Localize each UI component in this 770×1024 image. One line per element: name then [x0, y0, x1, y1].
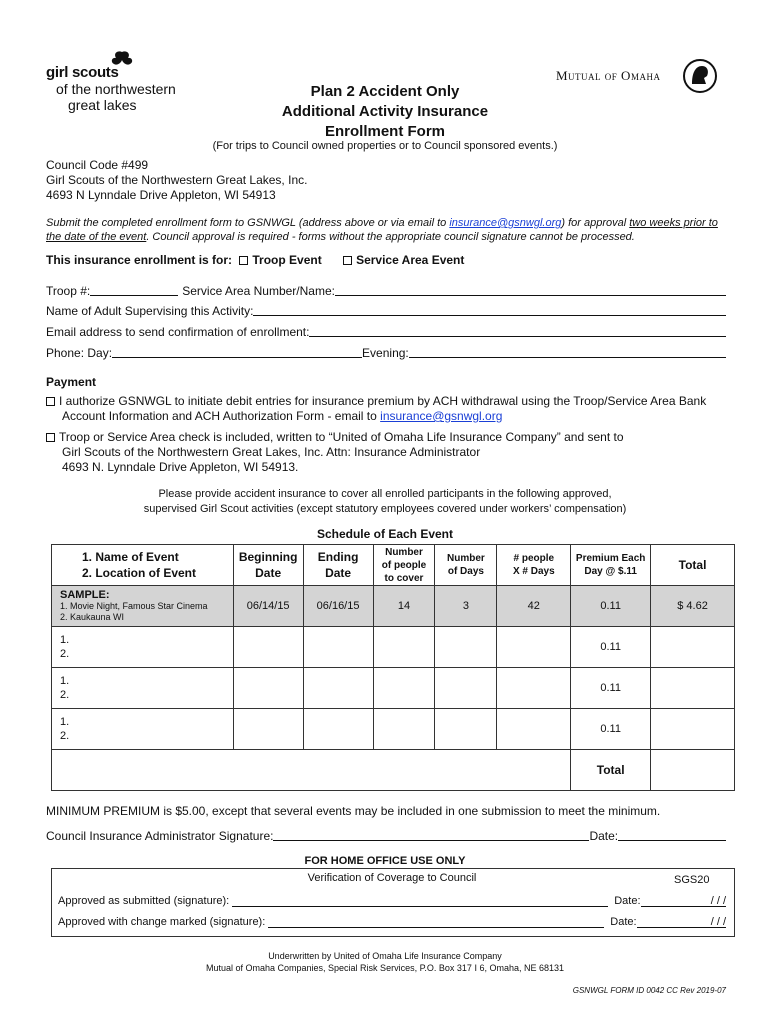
service-area-event-label: Service Area Event	[356, 253, 465, 267]
sample-event-name: 1. Movie Night, Famous Star Cinema	[60, 600, 208, 611]
header-prem-1: Premium Each	[575, 553, 646, 564]
sample-begin: 06/14/15	[233, 586, 303, 627]
sample-label: SAMPLE:	[60, 588, 110, 601]
instructions-part-2: ) for approval	[561, 217, 630, 229]
premium-cell: 0.11	[571, 627, 651, 668]
sample-end: 06/16/15	[303, 586, 373, 627]
days-cell[interactable]	[435, 709, 497, 750]
header-end-2: Date	[325, 566, 352, 580]
adult-field[interactable]	[253, 304, 726, 316]
event-row	[52, 627, 735, 668]
grand-total-label: Total	[571, 750, 651, 791]
header-event-location: 2. Location of Event	[82, 566, 197, 580]
event-row-n2: 2.	[60, 648, 70, 660]
council-signature-row	[46, 829, 726, 843]
email-field[interactable]	[309, 325, 726, 337]
ach-line-2: Account Information and ACH Authorization Form - email to	[62, 409, 381, 423]
grand-total-cell[interactable]	[651, 750, 735, 791]
header-end	[303, 545, 373, 586]
schedule-title: Schedule of Each Event	[316, 527, 454, 541]
adult-row	[46, 304, 726, 318]
header-begin	[233, 545, 303, 586]
begin-cell[interactable]	[233, 668, 303, 709]
ach-email-link[interactable]: insurance@gsnwgl.org	[380, 409, 503, 423]
phone-evening-field[interactable]	[409, 346, 726, 358]
council-date-label: Date:	[589, 829, 619, 843]
approved-row	[58, 895, 726, 907]
begin-cell[interactable]	[233, 627, 303, 668]
service-area-field[interactable]	[335, 284, 726, 296]
approved-date-label: Date:	[614, 895, 641, 907]
enrollment-type	[46, 253, 464, 267]
schedule-table	[51, 544, 735, 791]
event-cell[interactable]	[52, 668, 234, 709]
payment-heading: Payment	[46, 375, 97, 389]
total-row-spacer	[52, 750, 571, 791]
header-people	[373, 545, 435, 586]
adult-label: Name of Adult Supervising this Activity:	[46, 304, 254, 318]
council-signature-label: Council Insurance Administrator Signature:	[46, 829, 274, 843]
council-code: Council Code #499	[46, 158, 149, 172]
request-line-1: Please provide accident insurance to cover all enrolled participants in the following approved,	[158, 488, 612, 500]
council-info	[46, 158, 307, 203]
header-days	[435, 545, 497, 586]
changed-label: Approved with change marked (signature):	[58, 916, 266, 928]
council-name: Girl Scouts of the Northwestern Great Lakes, Inc.	[46, 173, 308, 187]
council-address: 4693 N Lynndale Drive Appleton, WI 54913	[46, 188, 276, 202]
phone-evening-label: Evening:	[362, 346, 409, 360]
council-signature-field[interactable]	[273, 829, 589, 841]
phone-day-field[interactable]	[112, 346, 362, 358]
header-pxd-2: X # Days	[512, 566, 555, 577]
changed-date-field[interactable]: / / /	[637, 916, 726, 928]
check-checkbox[interactable]	[46, 433, 55, 442]
logo-line-2: of the northwestern	[56, 81, 176, 97]
event-row-n2: 2.	[60, 689, 70, 701]
footer-line-1: Underwritten by United of Omaha Life Insurance Company	[268, 951, 502, 961]
enrollment-label: This insurance enrollment is for:	[46, 253, 233, 267]
payment-option-ach	[46, 394, 706, 424]
total-cell[interactable]	[651, 627, 735, 668]
mutual-logo-text: Mutual of Omaha	[556, 68, 661, 83]
approved-date-field[interactable]: / / /	[641, 895, 727, 907]
footer-line-2: Mutual of Omaha Companies, Special Risk Services, P.O. Box 317 I 6, Omaha, NE 68131	[205, 963, 564, 973]
troop-event-label: Troop Event	[252, 253, 322, 267]
form-subtitle: (For trips to Council owned properties or to Council sponsored events.)	[212, 140, 558, 152]
people-days-cell[interactable]	[497, 627, 571, 668]
event-cell[interactable]	[52, 627, 234, 668]
total-cell[interactable]	[651, 709, 735, 750]
event-row-n2: 2.	[60, 730, 70, 742]
approved-label: Approved as submitted (signature):	[58, 895, 230, 907]
people-cell[interactable]	[373, 709, 435, 750]
changed-row	[58, 916, 726, 928]
event-row	[52, 709, 735, 750]
coverage-request	[0, 487, 770, 517]
phone-row	[46, 346, 726, 360]
minimum-premium-note: MINIMUM PREMIUM is $5.00, except that several events may be included in one submission to meet the minimum.	[46, 804, 661, 818]
sample-people: 14	[373, 586, 435, 627]
service-area-label: Service Area Number/Name:	[182, 284, 335, 298]
sample-total: $ 4.62	[651, 586, 735, 627]
end-cell[interactable]	[303, 627, 373, 668]
event-cell[interactable]	[52, 709, 234, 750]
approved-signature-field[interactable]	[232, 895, 608, 907]
days-cell[interactable]	[435, 627, 497, 668]
instructions-email-link[interactable]: insurance@gsnwgl.org	[449, 217, 562, 229]
people-cell[interactable]	[373, 668, 435, 709]
changed-signature-field[interactable]	[268, 916, 604, 928]
instructions-part-1: Submit the completed enrollment form to GSNWGL (address above or via email to	[46, 217, 450, 229]
event-row-n1: 1.	[60, 675, 70, 687]
form-id: GSNWGL FORM ID 0042 CC Rev 2019-07	[572, 986, 726, 995]
request-line-2: supervised Girl Scout activities (except statutory employees covered under workers’ compensation)	[143, 503, 627, 515]
sample-people-days: 42	[497, 586, 571, 627]
sgs-code: SGS20	[674, 874, 710, 886]
header-event-name: 1. Name of Event	[82, 550, 179, 564]
premium-cell: 0.11	[571, 668, 651, 709]
service-area-event-checkbox[interactable]	[343, 256, 352, 265]
email-row	[46, 325, 726, 339]
logo-line-3: great lakes	[68, 97, 137, 113]
header-people-2: of people	[381, 559, 427, 571]
troop-row	[46, 284, 726, 298]
ach-checkbox[interactable]	[46, 397, 55, 406]
council-date-field[interactable]	[618, 829, 726, 841]
instructions-deadline: two weeks prior to the date of the event	[46, 217, 718, 243]
total-cell[interactable]	[651, 668, 735, 709]
event-row	[52, 668, 735, 709]
header-begin-2: Date	[255, 566, 282, 580]
title-line-2: Additional Activity Insurance	[281, 103, 489, 120]
premium-cell: 0.11	[571, 709, 651, 750]
sample-event-cell	[52, 586, 234, 627]
schedule-header-row	[52, 545, 735, 586]
home-office-heading: FOR HOME OFFICE USE ONLY	[304, 855, 466, 867]
instructions-part-3: . Council approval is required - forms without the appropriate council signature cannot be processed.	[146, 231, 635, 243]
event-row-n1: 1.	[60, 716, 70, 728]
header-premium	[571, 545, 651, 586]
header-prem-2: Day @ $.11	[584, 566, 637, 577]
header-end-1: Ending	[317, 550, 359, 564]
troop-field[interactable]	[90, 284, 178, 296]
header-begin-1: Beginning	[238, 550, 298, 564]
troop-label: Troop #:	[46, 284, 91, 298]
sample-days: 3	[435, 586, 497, 627]
sample-premium: 0.11	[571, 586, 651, 627]
troop-event-option[interactable]	[239, 253, 321, 267]
footer	[0, 950, 770, 974]
instructions	[46, 216, 736, 244]
header-people-3: to cover	[384, 572, 424, 584]
event-row-n1: 1.	[60, 634, 70, 646]
header-people-1: Number	[385, 546, 423, 558]
ach-line-1: I authorize GSNWGL to initiate debit entries for insurance premium by ACH withdrawal using the Troop/Service Area Bank	[59, 394, 707, 408]
check-line-1: Troop or Service Area check is included, written to “United of Omaha Life Insurance Company” and sent to	[59, 430, 624, 444]
title-line-1: Plan 2 Accident Only	[310, 83, 460, 100]
email-label: Email address to send confirmation of enrollment:	[46, 325, 310, 339]
header-people-days	[497, 545, 571, 586]
title-line-3: Enrollment Form	[324, 123, 445, 140]
begin-cell[interactable]	[233, 709, 303, 750]
payment-option-check	[46, 430, 624, 475]
end-cell[interactable]	[303, 709, 373, 750]
header-days-1: Number	[447, 553, 485, 564]
days-cell[interactable]	[435, 668, 497, 709]
people-cell[interactable]	[373, 627, 435, 668]
header-total: Total	[651, 545, 735, 586]
check-line-2: Girl Scouts of the Northwestern Great Lakes, Inc. Attn: Insurance Administrator	[62, 445, 481, 459]
service-area-event-option[interactable]	[343, 253, 464, 267]
sample-event-location: 2. Kaukauna WI	[60, 611, 125, 622]
sample-row	[52, 586, 735, 627]
header-event	[52, 545, 234, 586]
end-cell[interactable]	[303, 668, 373, 709]
total-row	[52, 750, 735, 791]
form-title	[0, 82, 770, 142]
changed-date-label: Date:	[610, 916, 637, 928]
header-days-2: of Days	[447, 566, 484, 577]
people-days-cell[interactable]	[497, 709, 571, 750]
logo-line-1: girl scouts	[46, 64, 119, 81]
phone-day-label: Phone: Day:	[46, 346, 113, 360]
people-days-cell[interactable]	[497, 668, 571, 709]
verification-label: Verification of Coverage to Council	[307, 872, 477, 884]
troop-event-checkbox[interactable]	[239, 256, 248, 265]
check-line-3: 4693 N. Lynndale Drive Appleton, WI 54913.	[62, 460, 299, 474]
header-pxd-1: # people	[513, 553, 555, 564]
